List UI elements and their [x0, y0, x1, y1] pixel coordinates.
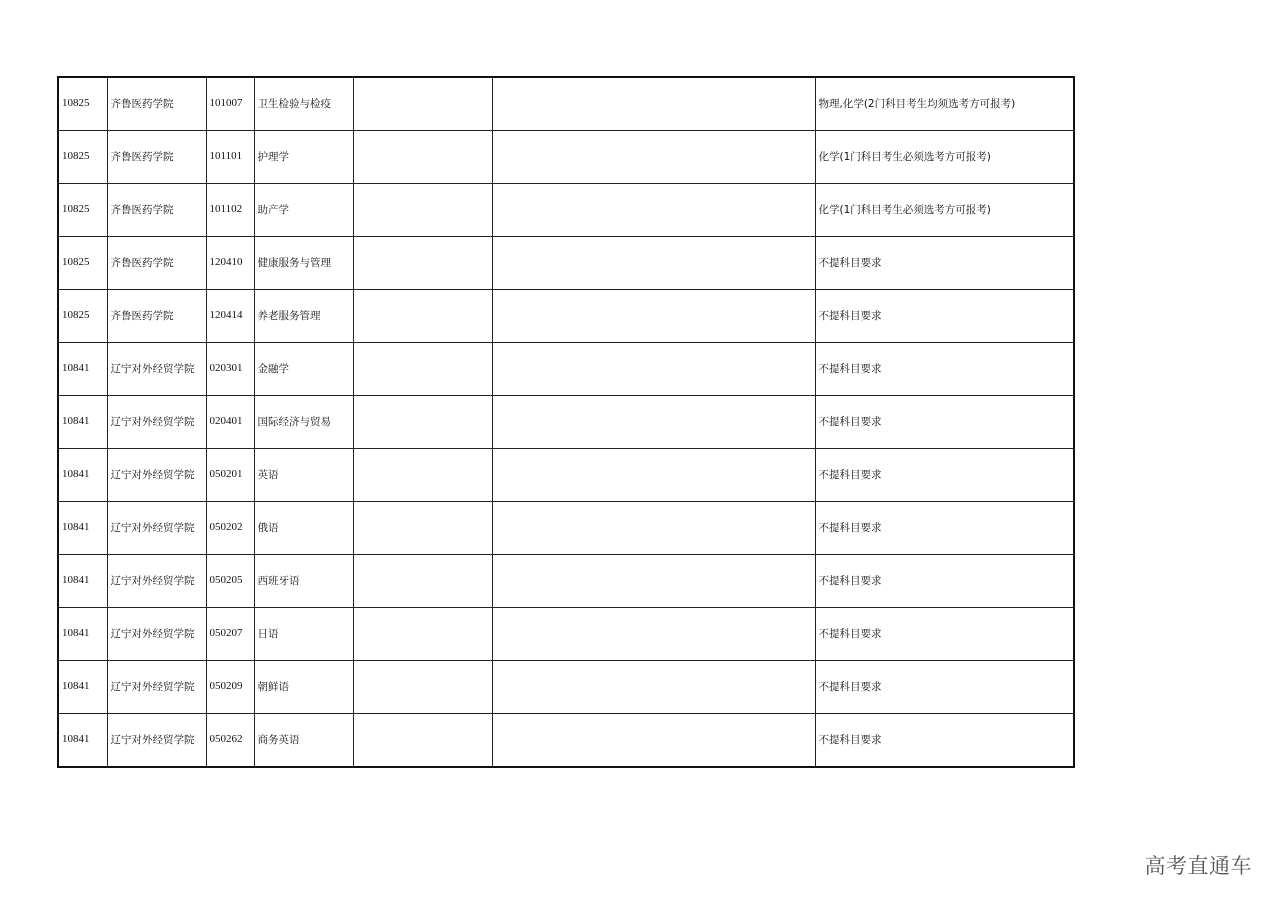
empty-cell: [353, 343, 492, 396]
major-name-cell: 日语: [254, 608, 353, 661]
table-row: [58, 555, 1074, 608]
school-name-cell: 辽宁对外经贸学院: [107, 449, 206, 502]
major-name-cell: 商务英语: [254, 714, 353, 768]
major-code-cell: 101101: [206, 131, 254, 184]
empty-cell: [353, 661, 492, 714]
empty-cell: [492, 290, 815, 343]
empty-cell: [353, 396, 492, 449]
major-name-cell: 俄语: [254, 502, 353, 555]
school-name-cell: 辽宁对外经贸学院: [107, 714, 206, 768]
major-code-cell: 020401: [206, 396, 254, 449]
empty-cell: [492, 608, 815, 661]
school-code-cell: 10841: [58, 449, 107, 502]
school-code-cell: 10841: [58, 661, 107, 714]
empty-cell: [353, 502, 492, 555]
table-row: [58, 714, 1074, 768]
subject-requirements-table: [57, 76, 1075, 768]
empty-cell: [492, 343, 815, 396]
subject-requirement-cell: 不提科目要求: [815, 714, 1074, 768]
school-name-cell: 辽宁对外经贸学院: [107, 343, 206, 396]
empty-cell: [353, 131, 492, 184]
major-name-cell: 金融学: [254, 343, 353, 396]
major-name-cell: 养老服务管理: [254, 290, 353, 343]
table-row: [58, 77, 1074, 131]
major-name-cell: 护理学: [254, 131, 353, 184]
school-code-cell: 10825: [58, 237, 107, 290]
subject-requirement-cell: 不提科目要求: [815, 343, 1074, 396]
school-name-cell: 齐鲁医药学院: [107, 184, 206, 237]
school-name-cell: 辽宁对外经贸学院: [107, 608, 206, 661]
school-name-cell: 齐鲁医药学院: [107, 131, 206, 184]
empty-cell: [492, 555, 815, 608]
major-code-cell: 101102: [206, 184, 254, 237]
empty-cell: [492, 502, 815, 555]
major-name-cell: 卫生检验与检疫: [254, 77, 353, 131]
school-code-cell: 10841: [58, 714, 107, 768]
empty-cell: [353, 555, 492, 608]
subject-requirement-cell: 不提科目要求: [815, 396, 1074, 449]
school-code-cell: 10841: [58, 396, 107, 449]
empty-cell: [492, 131, 815, 184]
subject-requirement-cell: 化学(1门科目考生必须选考方可报考): [815, 131, 1074, 184]
major-code-cell: 050202: [206, 502, 254, 555]
major-code-cell: 120414: [206, 290, 254, 343]
school-name-cell: 齐鲁医药学院: [107, 290, 206, 343]
school-code-cell: 10825: [58, 77, 107, 131]
empty-cell: [353, 608, 492, 661]
school-code-cell: 10841: [58, 555, 107, 608]
major-code-cell: 050201: [206, 449, 254, 502]
table-row: [58, 661, 1074, 714]
subject-requirement-cell: 物理,化学(2门科目考生均须选考方可报考): [815, 77, 1074, 131]
major-code-cell: 101007: [206, 77, 254, 131]
table-row: [58, 502, 1074, 555]
empty-cell: [492, 449, 815, 502]
subject-requirement-cell: 不提科目要求: [815, 555, 1074, 608]
school-code-cell: 10841: [58, 502, 107, 555]
school-name-cell: 辽宁对外经贸学院: [107, 396, 206, 449]
school-code-cell: 10841: [58, 343, 107, 396]
empty-cell: [492, 714, 815, 768]
major-name-cell: 朝鲜语: [254, 661, 353, 714]
table-row: [58, 343, 1074, 396]
major-code-cell: 020301: [206, 343, 254, 396]
empty-cell: [492, 661, 815, 714]
subject-requirement-cell: 化学(1门科目考生必须选考方可报考): [815, 184, 1074, 237]
empty-cell: [492, 396, 815, 449]
table-row: [58, 608, 1074, 661]
empty-cell: [353, 184, 492, 237]
school-name-cell: 辽宁对外经贸学院: [107, 555, 206, 608]
table-row: [58, 290, 1074, 343]
table-row: [58, 237, 1074, 290]
empty-cell: [353, 449, 492, 502]
empty-cell: [353, 237, 492, 290]
major-code-cell: 050209: [206, 661, 254, 714]
empty-cell: [353, 714, 492, 768]
school-code-cell: 10825: [58, 184, 107, 237]
school-name-cell: 齐鲁医药学院: [107, 237, 206, 290]
subject-requirement-cell: 不提科目要求: [815, 449, 1074, 502]
major-code-cell: 050205: [206, 555, 254, 608]
major-name-cell: 英语: [254, 449, 353, 502]
subject-requirement-cell: 不提科目要求: [815, 290, 1074, 343]
table-body: [58, 77, 1074, 767]
subject-requirement-cell: 不提科目要求: [815, 502, 1074, 555]
empty-cell: [492, 237, 815, 290]
major-name-cell: 助产学: [254, 184, 353, 237]
empty-cell: [492, 77, 815, 131]
empty-cell: [353, 77, 492, 131]
empty-cell: [492, 184, 815, 237]
major-name-cell: 西班牙语: [254, 555, 353, 608]
table-row: [58, 131, 1074, 184]
table-row: [58, 396, 1074, 449]
school-code-cell: 10825: [58, 131, 107, 184]
table-row: [58, 184, 1074, 237]
watermark-text: 高考直通车: [1144, 854, 1252, 878]
school-code-cell: 10841: [58, 608, 107, 661]
major-name-cell: 国际经济与贸易: [254, 396, 353, 449]
school-name-cell: 齐鲁医药学院: [107, 77, 206, 131]
table-row: [58, 449, 1074, 502]
major-name-cell: 健康服务与管理: [254, 237, 353, 290]
school-name-cell: 辽宁对外经贸学院: [107, 502, 206, 555]
subject-requirement-cell: 不提科目要求: [815, 237, 1074, 290]
school-name-cell: 辽宁对外经贸学院: [107, 661, 206, 714]
major-code-cell: 050262: [206, 714, 254, 768]
school-code-cell: 10825: [58, 290, 107, 343]
major-code-cell: 050207: [206, 608, 254, 661]
major-code-cell: 120410: [206, 237, 254, 290]
empty-cell: [353, 290, 492, 343]
subject-requirement-cell: 不提科目要求: [815, 661, 1074, 714]
subject-requirement-cell: 不提科目要求: [815, 608, 1074, 661]
